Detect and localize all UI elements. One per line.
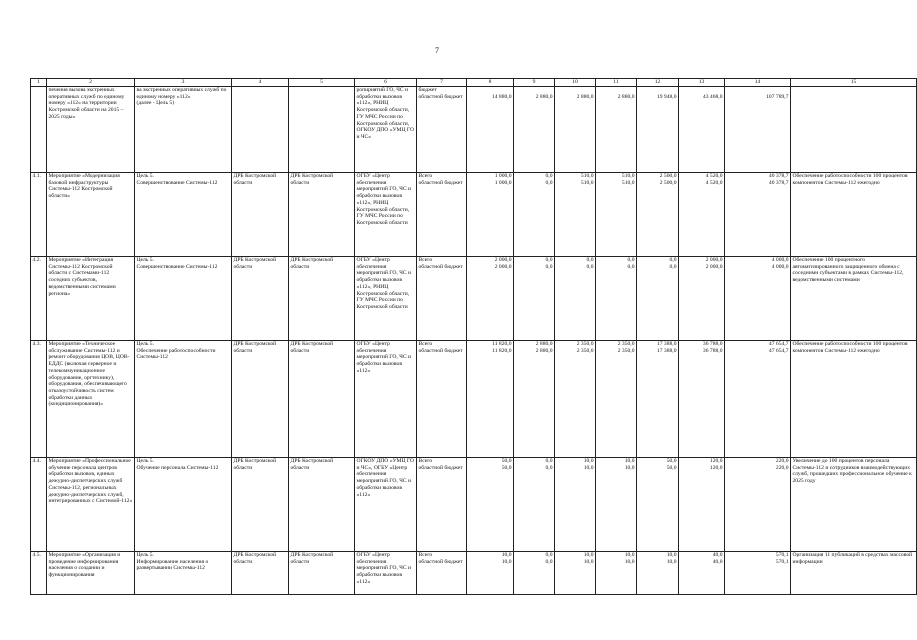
header-cell: 5 [289, 79, 355, 87]
amount-cell: 2 880,0 [596, 87, 637, 173]
funding-source-cell: Всего областной бюджет [417, 458, 467, 552]
amount-cell: 107 789,7 [725, 87, 791, 173]
amount-cell: 4 520,0 4 520,0 [679, 173, 725, 257]
amount-cell: 17 388,0 17 388,0 [637, 341, 679, 458]
result-cell: Увеличение до 100 процентов персонала Системы-112 и сотрудников взаимодействующих служб, прошедших профессиональное обучение к 2025 году [791, 458, 917, 552]
responsible-cell: ДРБ Костромской области [232, 173, 289, 257]
responsible-cell: ДРБ Костромской области [232, 552, 289, 595]
table-row [31, 257, 917, 341]
amount-cell: 40 378,7 40 378,7 [725, 173, 791, 257]
amount-cell: 43 468,0 [679, 87, 725, 173]
executor-cell: ОГБУ «Центр обеспечения мероприятий ГО, ЧС и обработки вызовов «112», РНИЦ Костромской области, ГУ МЧС России по Костромской области [355, 173, 417, 257]
header-cell: 6 [355, 79, 417, 87]
amount-cell: 570,1 570,1 [725, 552, 791, 595]
goal-cell: Цель 5. Обучение персонала Системы-112 [135, 458, 232, 552]
administrator-cell [289, 87, 355, 173]
table-row [31, 552, 917, 595]
result-cell [791, 87, 917, 173]
amount-cell: 0,0 0,0 [514, 257, 555, 341]
header-cell: 3 [135, 79, 232, 87]
amount-cell: 10,0 10,0 [467, 552, 514, 595]
amount-cell: 0,0 0,0 [514, 173, 555, 257]
goal-cell: ва экстренных оперативных служб по единому номеру «112» (далее - Цель 5) [135, 87, 232, 173]
responsible-cell: ДРБ Костромской области [232, 257, 289, 341]
amount-cell: 19 948,0 [637, 87, 679, 173]
budget-table [30, 78, 917, 595]
amount-cell: 2 500,0 2 500,0 [637, 173, 679, 257]
amount-cell: 10,0 10,0 [596, 458, 637, 552]
row-index: 4.1. [31, 173, 47, 257]
amount-cell: 14 880,0 [467, 87, 514, 173]
header-cell: 1 [31, 79, 47, 87]
amount-cell: 2 000,0 2 000,0 [467, 257, 514, 341]
header-cell: 11 [596, 79, 637, 87]
activity-cell: Мероприятие «Модернизация базовой инфраструктуры Системы-112 Костромской области» [47, 173, 135, 257]
header-cell: 12 [637, 79, 679, 87]
header-cell: 4 [232, 79, 289, 87]
amount-cell: 47 654,7 47 654,7 [725, 341, 791, 458]
administrator-cell: ДРБ Костромской области [289, 458, 355, 552]
goal-cell: Цель 5. Совершенствование Системы-112 [135, 257, 232, 341]
amount-cell: 1 000,0 1 000,0 [467, 173, 514, 257]
activity-cell: Мероприятие «Техническое обслуживание Системы-112 и ремонт оборудования ЦОВ, ЦОВ-ЕДДС (включая серверное и телекоммуникационное оборудование, оргтехнику), оборудования, обеспечивающего отказоустойчивость систем обработки данных (кондиционирования)» [47, 341, 135, 458]
amount-cell: 0,0 0,0 [555, 257, 596, 341]
amount-cell: 120,0 120,0 [679, 458, 725, 552]
amount-cell: 2 880,0 [555, 87, 596, 173]
funding-source-cell: Всего областной бюджет [417, 552, 467, 595]
row-index: 4.3. [31, 341, 47, 458]
amount-cell: 510,0 510,0 [555, 173, 596, 257]
goal-cell: Цель 5. Информирование населения о развертывании Системы-112 [135, 552, 232, 595]
activity-cell: Мероприятие «Интеграция Системы-112 Костромской области с Системами-112 соседних субъектов, ведомственными системами региона» [47, 257, 135, 341]
amount-cell: 50,0 50,0 [467, 458, 514, 552]
row-index [31, 87, 47, 173]
header-cell: 14 [725, 79, 791, 87]
header-cell: 9 [514, 79, 555, 87]
result-cell: Обеспечение работоспособности 100 процентов компонентов Системы-112 ежегодно [791, 341, 917, 458]
header-cell: 2 [47, 79, 135, 87]
executor-cell: ропириятий ГО, ЧС и обработки вызовов «112», РНИЦ Костромской области, ГУ МЧС России по Костромской области, ОГКОУ ДПО «УМЦ ГО и ЧС» [355, 87, 417, 173]
row-index: 4.5. [31, 552, 47, 595]
amount-cell: 11 820,0 11 820,0 [467, 341, 514, 458]
header-cell: 10 [555, 79, 596, 87]
funding-source-cell: бюджет областной бюджет [417, 87, 467, 173]
amount-cell: 36 788,0 36 788,0 [679, 341, 725, 458]
responsible-cell: ДРБ Костромской области [232, 341, 289, 458]
row-index: 4.4. [31, 458, 47, 552]
activity-cell: Мероприятие «Организация и проведение информирования населения о создании и функционирования [47, 552, 135, 595]
result-cell: Организация 11 публикаций в средствах массовой информации [791, 552, 917, 595]
responsible-cell: ДРБ Костромской области [232, 458, 289, 552]
amount-cell: 2 350,0 2 350,0 [596, 341, 637, 458]
administrator-cell: ДРБ Костромской области [289, 257, 355, 341]
header-cell: 15 [791, 79, 917, 87]
result-cell: Обеспечение работоспособности 100 процентов компонентов Системы-112 ежегодно [791, 173, 917, 257]
amount-cell: 2 880,0 [514, 87, 555, 173]
funding-source-cell: Всего областной бюджет [417, 173, 467, 257]
funding-source-cell: Всего областной бюджет [417, 257, 467, 341]
activity-cell: печения вызова экстренных оперативных служб по единому номеру «112» на территории Костромской области на 2015 – 2025 годы» [47, 87, 135, 173]
goal-cell: Цель 5. Совершенствование Системы-112 [135, 173, 232, 257]
header-cell: 8 [467, 79, 514, 87]
table-row [31, 341, 917, 458]
amount-cell: 10,0 10,0 [637, 552, 679, 595]
result-cell: Обеспечение 100 процентного автоматизированного защищенного обмена с соседними субъектами в рамках Системы-112, ведомственными системами [791, 257, 917, 341]
executor-cell: ОГБУ «Центр обеспечения мероприятий ГО, ЧС и обработки вызовов «112» [355, 341, 417, 458]
header-cell: 7 [417, 79, 467, 87]
amount-cell: 4 000,0 4 000,0 [725, 257, 791, 341]
amount-cell: 0,0 0,0 [514, 458, 555, 552]
table-row [31, 458, 917, 552]
amount-cell: 510,0 510,0 [596, 173, 637, 257]
executor-cell: ОГБУ «Центр обеспечения мероприятий ГО, ЧС и обработки вызовов «112», РНИЦ Костромской области, ГУ МЧС России по Костромской области [355, 257, 417, 341]
header-row [31, 79, 917, 87]
administrator-cell: ДРБ Костромской области [289, 552, 355, 595]
amount-cell: 0,0 0,0 [637, 257, 679, 341]
amount-cell: 2 000,0 2 000,0 [679, 257, 725, 341]
amount-cell: 0,0 0,0 [514, 552, 555, 595]
amount-cell: 50,0 50,0 [637, 458, 679, 552]
page-number: 7 [435, 46, 439, 55]
funding-source-cell: Всего областной бюджет [417, 341, 467, 458]
activity-cell: Мероприятие «Профессиональное обучение персонала центров обработки вызовов, единых дежурно-диспетчерских служб Системы-112, региональных дежурно-диспетчерских служб, интегрированных с Системой-112» [47, 458, 135, 552]
row-index: 4.2. [31, 257, 47, 341]
amount-cell: 0,0 0,0 [596, 257, 637, 341]
responsible-cell [232, 87, 289, 173]
executor-cell: ОГБУ «Центр обеспечения мероприятий ГО, ЧС и обработки вызовов «112» [355, 552, 417, 595]
header-cell: 13 [679, 79, 725, 87]
amount-cell: 10,0 10,0 [555, 552, 596, 595]
amount-cell: 40,0 40,0 [679, 552, 725, 595]
amount-cell: 2 880,0 2 880,0 [514, 341, 555, 458]
administrator-cell: ДРБ Костромской области [289, 173, 355, 257]
amount-cell: 10,0 10,0 [596, 552, 637, 595]
executor-cell: ОГКОУ ДПО «УМЦ ГО и ЧС», ОГБУ «Центр обеспечения мероприятий ГО, ЧС и обработки вызовов «112» [355, 458, 417, 552]
amount-cell: 220,0 220,0 [725, 458, 791, 552]
amount-cell: 2 350,0 2 350,0 [555, 341, 596, 458]
amount-cell: 10,0 10,0 [555, 458, 596, 552]
table-row [31, 87, 917, 173]
administrator-cell: ДРБ Костромской области [289, 341, 355, 458]
goal-cell: Цель 5. Обеспечение работоспособности Системы-112 [135, 341, 232, 458]
table-row [31, 173, 917, 257]
